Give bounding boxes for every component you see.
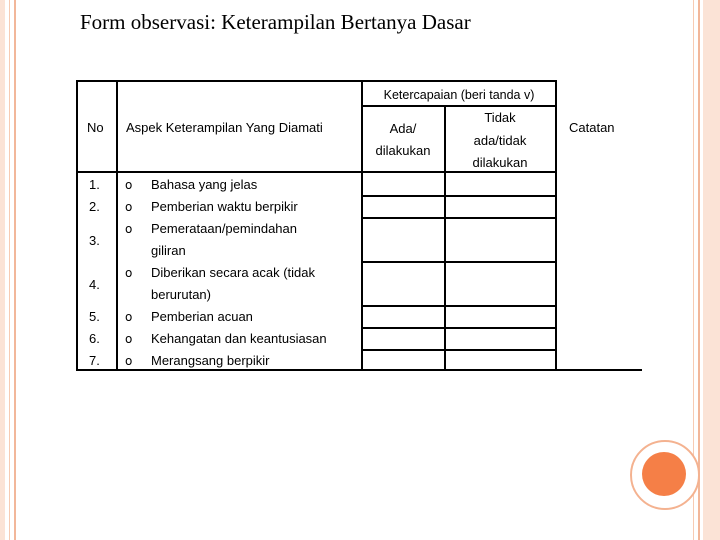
col-line-no [116,80,118,371]
table-left-border [76,80,78,371]
page-title: Form observasi: Keterampilan Bertanya Dasar [80,10,471,34]
aspek-text: Kehangatan dan keantusiasan [151,331,327,346]
row-no: 4. [89,277,100,292]
bullet-icon: o [125,354,133,368]
row-no: 5. [89,309,100,324]
header-tidak-line2: ada/tidak [473,133,527,148]
bullet-icon: o [125,200,133,214]
row-line-5 [361,327,557,329]
aspek-text: Bahasa yang jelas [151,177,258,192]
aspek-text-cont: giliran [151,243,186,258]
aspek-text: Merangsang berpikir [151,353,270,368]
table-top-line-ketercapaian [361,80,557,82]
bullet-icon: o [125,310,133,324]
header-aspek: Aspek Keterampilan Yang Diamati [126,120,323,135]
aspek-text: Pemerataan/pemindahan [151,221,297,236]
header-no: No [87,120,104,135]
row-no: 3. [89,233,100,248]
col-line-tidak [555,80,557,371]
row-line-4 [361,305,557,307]
row-line-2 [361,217,557,219]
row-no: 2. [89,199,100,214]
header-ketercapaian: Ketercapaian (beri tanda v) [383,88,535,102]
bullet-icon: o [125,222,133,236]
bullet-icon: o [125,178,133,192]
header-ada-line1: Ada/ [389,121,417,136]
header-ada-line2: dilakukan [375,143,431,158]
aspek-text: Diberikan secara acak (tidak [151,265,316,280]
row-line-6 [361,349,557,351]
row-no: 7. [89,353,100,368]
table-top-line-left [76,80,362,82]
header-tidak-line3: dilakukan [472,155,528,170]
header-tidak-line1: Tidak [484,110,516,125]
row-line-1 [361,195,557,197]
row-line-3 [361,261,557,263]
aspek-text-cont: berurutan) [151,287,211,302]
bullet-icon: o [125,332,133,346]
row-no: 1. [89,177,100,192]
header-catatan: Catatan [569,120,615,135]
bullet-icon: o [125,266,133,280]
aspek-text: Pemberian acuan [151,309,253,324]
row-no: 6. [89,331,100,346]
aspek-text: Pemberian waktu berpikir [151,199,298,214]
